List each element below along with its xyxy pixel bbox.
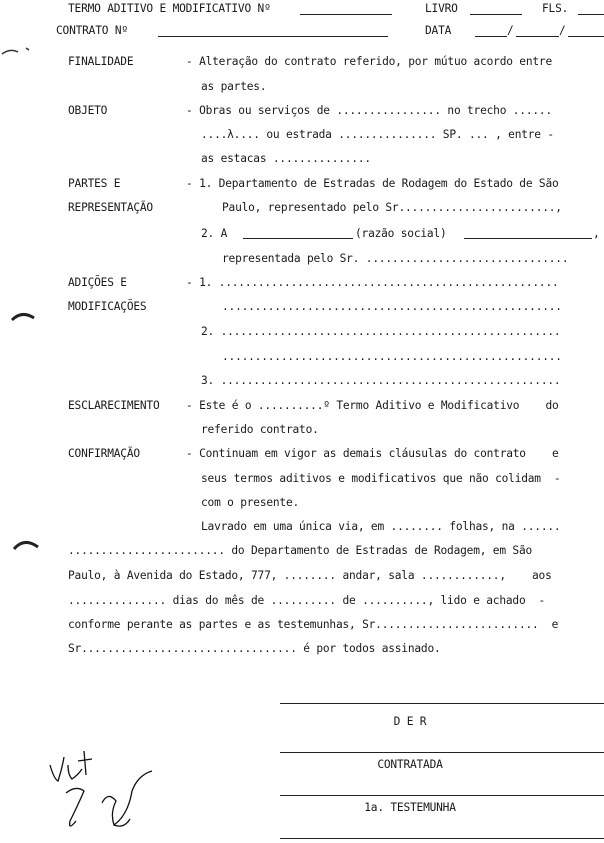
signature-line-der[interactable] — [280, 703, 604, 704]
termo-label: TERMO ADITIVO E MODIFICATIVO Nº — [68, 2, 271, 15]
livro-label: LIVRO — [425, 2, 458, 15]
confirmacao-label: CONFIRMAÇÃO — [68, 447, 140, 460]
objeto-text: ....λ.... ou estrada ............... SP. ... , entre - — [201, 128, 554, 141]
confirmacao-text: com o presente. — [201, 496, 300, 509]
lavrado-text: Paulo, à Avenida do Estado, 777, ........ andar, sala ............, aos — [68, 569, 552, 582]
esclarecimento-label: ESCLARECIMENTO — [68, 399, 160, 412]
lavrado-text: Lavrado em uma única via, em ........ folhas, na ...... — [201, 520, 561, 533]
contrato-label: CONTRATO Nº — [56, 24, 128, 37]
lavrado-text: conforme perante as partes e as testemunhas, Sr......................... e — [68, 618, 559, 631]
adicoes-text: .................................................... — [222, 300, 562, 313]
livro-field[interactable] — [470, 14, 522, 15]
partes-text: (razão social) — [355, 227, 447, 240]
partes-text: - 1. Departamento de Estradas de Rodagem do Estado de São — [186, 177, 559, 190]
signature-line-contratada[interactable] — [280, 752, 604, 753]
partes-text: Paulo, representado pelo Sr........................, — [222, 201, 562, 214]
finalidade-text: - Alteração do contrato referido, por mútuo acordo entre — [186, 55, 552, 68]
lavrado-text: Sr................................. é por todos assinado. — [68, 642, 441, 655]
data-slash: / — [559, 24, 566, 37]
fls-field[interactable] — [578, 14, 604, 15]
partes-label: REPRESENTAÇÃO — [68, 201, 153, 214]
adicoes-label: MODIFICAÇÕES — [68, 300, 147, 313]
margin-mark-icon — [0, 40, 40, 70]
signature-label-contratada: CONTRATADA — [377, 758, 443, 771]
esclarecimento-text: - Este é o ..........º Termo Aditivo e Modificativo do — [186, 399, 559, 412]
data-day-field[interactable] — [475, 36, 507, 37]
partes-label: PARTES E — [68, 177, 121, 190]
finalidade-label: FINALIDADE — [68, 55, 134, 68]
fls-label: FLS. — [542, 2, 569, 15]
objeto-label: OBJETO — [68, 104, 108, 117]
adicoes-text: 2. .................................................... — [201, 325, 561, 338]
margin-mark-icon — [12, 535, 42, 555]
signature-line-blank[interactable] — [280, 838, 604, 839]
lavrado-text: ............... dias do mês de .......... de .........., lido e achado - — [68, 594, 546, 607]
lavrado-text: ........................ do Departamento de Estradas de Rodagem, em São — [68, 544, 533, 557]
termo-number-field[interactable] — [300, 14, 392, 15]
esclarecimento-text: referido contrato. — [201, 423, 319, 436]
partes-text: , — [593, 227, 600, 240]
party-name-field[interactable] — [243, 238, 353, 239]
objeto-text: as estacas ............... — [201, 152, 371, 165]
signature-label-der: D E R — [393, 715, 427, 728]
razao-social-field[interactable] — [464, 238, 592, 239]
adicoes-label: ADIÇÕES E — [68, 276, 127, 289]
adicoes-text: 3. .................................................... — [201, 374, 561, 387]
objeto-text: - Obras ou serviços de ................ no trecho ...... — [186, 104, 552, 117]
data-year-field[interactable] — [568, 36, 604, 37]
signature-line-testemunha[interactable] — [280, 795, 604, 796]
data-slash: / — [507, 24, 514, 37]
partes-text: 2. A — [201, 227, 228, 240]
signature-label-testemunha: 1a. TESTEMUNHA — [364, 801, 456, 814]
data-label: DATA — [425, 24, 452, 37]
partes-text: representada pelo Sr. ............................... — [222, 252, 569, 265]
margin-mark-icon — [10, 308, 40, 328]
contrato-number-field[interactable] — [158, 36, 388, 37]
handwritten-initials-signature — [44, 745, 164, 843]
adicoes-text: - 1. .................................................... — [186, 276, 559, 289]
data-month-field[interactable] — [516, 36, 559, 37]
confirmacao-text: seus termos aditivos e modificativos que não colidam - — [201, 472, 561, 485]
adicoes-text: .................................................... — [222, 350, 562, 363]
confirmacao-text: - Continuam em vigor as demais cláusulas do contrato e — [186, 447, 559, 460]
finalidade-text: as partes. — [201, 80, 267, 93]
